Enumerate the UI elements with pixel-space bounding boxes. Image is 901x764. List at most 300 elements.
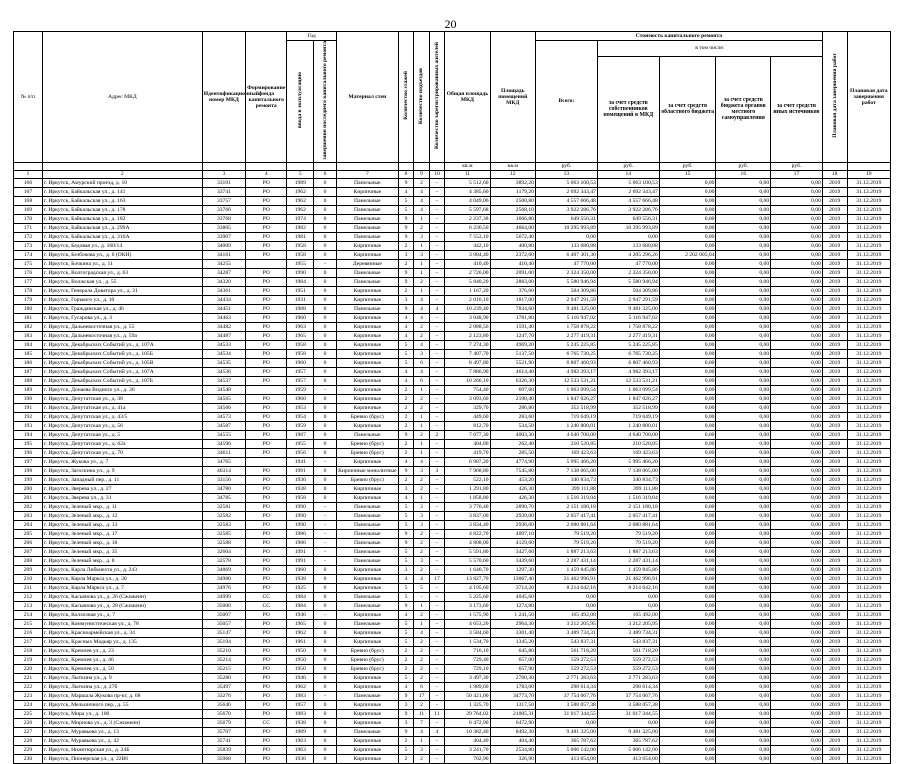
header-floors: Количество этажей bbox=[398, 32, 413, 163]
table-cell: 0,00 bbox=[659, 403, 716, 412]
table-cell: 0,00 bbox=[716, 376, 771, 385]
table-cell: 79 519,20 bbox=[597, 529, 659, 538]
table-cell: 0,00 bbox=[771, 448, 823, 457]
table-cell: 2 bbox=[414, 646, 429, 655]
table-cell: 719 649,19 bbox=[535, 412, 597, 421]
table-cell: 0,00 bbox=[716, 511, 771, 520]
table-cell: 1986 bbox=[287, 529, 314, 538]
table-cell: 329,70 bbox=[445, 403, 490, 412]
table-cell: - bbox=[429, 313, 444, 322]
table-cell: 31.12.2019 bbox=[847, 673, 890, 682]
table-cell: 1817,00 bbox=[490, 295, 535, 304]
table-cell: - bbox=[429, 754, 444, 763]
table-cell: 34587 bbox=[202, 421, 245, 430]
table-cell: 190 bbox=[14, 394, 43, 403]
table-cell: - bbox=[429, 439, 444, 448]
table-cell: 10 239,40 bbox=[445, 304, 490, 313]
table-cell: 31.12.2019 bbox=[847, 565, 890, 574]
table-cell: 5 bbox=[398, 358, 413, 367]
table-cell: 0,00 bbox=[659, 547, 716, 556]
table-cell: - bbox=[429, 682, 444, 691]
table-cell: РО bbox=[246, 358, 287, 367]
table-cell: 4 bbox=[398, 376, 413, 385]
table-cell: Кирпичные bbox=[336, 187, 398, 196]
table-cell: г. Иркутск, Кремлев ул., д. 50 bbox=[42, 664, 202, 673]
table-cell: г. Иркутск, Байкальская ул., д. 310А bbox=[42, 232, 202, 241]
table-cell: 2019 bbox=[822, 583, 847, 592]
table-cell: 0,00 bbox=[771, 367, 823, 376]
table-cell: РО bbox=[246, 745, 287, 754]
table-cell: 404,40 bbox=[490, 736, 535, 745]
table-cell: 5521,90 bbox=[490, 358, 535, 367]
table-cell: 31.12.2019 bbox=[847, 619, 890, 628]
table-cell: 2 bbox=[398, 241, 413, 250]
table-cell: 215 bbox=[14, 619, 43, 628]
table-cell: 33741 bbox=[202, 187, 245, 196]
table-cell: - bbox=[414, 592, 429, 601]
table-cell: - bbox=[429, 484, 444, 493]
table-cell: 35147 bbox=[202, 628, 245, 637]
table-cell: 31.12.2019 bbox=[847, 727, 890, 736]
table-cell: 9 bbox=[398, 178, 413, 187]
table-cell: 189 bbox=[14, 385, 43, 394]
table-cell: 2 016,10 bbox=[445, 295, 490, 304]
table-cell: 178 bbox=[14, 286, 43, 295]
table-cell: 1988 bbox=[287, 304, 314, 313]
table-cell: 7834,60 bbox=[490, 304, 535, 313]
table-cell: 340 834,73 bbox=[535, 475, 597, 484]
table-cell: 216 bbox=[14, 628, 43, 637]
table-cell: 2 bbox=[414, 178, 429, 187]
table-cell: 34536 bbox=[202, 367, 245, 376]
table-cell: 192 bbox=[14, 412, 43, 421]
table-cell: - bbox=[429, 583, 444, 592]
table-cell: 0 bbox=[314, 439, 337, 448]
table-cell: 6 765 730,25 bbox=[535, 349, 597, 358]
table-cell: 0,00 bbox=[716, 367, 771, 376]
table-cell: 2 bbox=[414, 655, 429, 664]
table-row bbox=[14, 484, 891, 493]
table-cell: 7 677,30 bbox=[445, 430, 490, 439]
table-cell: 2019 bbox=[822, 700, 847, 709]
table-cell: 31.12.2019 bbox=[847, 241, 890, 250]
table-cell: 3 bbox=[414, 250, 429, 259]
page-number: 20 bbox=[444, 17, 457, 31]
table-cell: 0,00 bbox=[716, 682, 771, 691]
table-cell: 2019 bbox=[822, 484, 847, 493]
table-cell: 35194 bbox=[202, 637, 245, 646]
table-cell: 0,00 bbox=[771, 709, 823, 718]
table-cell: 5 bbox=[414, 583, 429, 592]
table-cell: 0,00 bbox=[716, 583, 771, 592]
table-cell: 31 017 344,55 bbox=[535, 709, 597, 718]
table-cell: - bbox=[429, 565, 444, 574]
table-cell: 2 bbox=[414, 547, 429, 556]
table-cell: 0,00 bbox=[659, 745, 716, 754]
table-cell: 4045,60 bbox=[490, 592, 535, 601]
table-cell: 3714,20 bbox=[490, 583, 535, 592]
table-cell: 5 597,68 bbox=[445, 205, 490, 214]
table-cell: 2019 bbox=[822, 511, 847, 520]
table-cell: 2 947 291,59 bbox=[597, 295, 659, 304]
column-number-cell: 15 bbox=[659, 170, 716, 178]
table-cell: г. Иркутск, Красных Мадьяр ул., д. 135 bbox=[42, 637, 202, 646]
table-cell: 1 bbox=[414, 619, 429, 628]
header-flats: Количество зарегистрированных жителей bbox=[429, 32, 444, 163]
table-cell: Кирпичные bbox=[336, 394, 398, 403]
table-cell: РО bbox=[246, 484, 287, 493]
header-plan-date: Плановая дата завершения работ bbox=[847, 32, 890, 163]
table-cell: 2 123,80 bbox=[445, 331, 490, 340]
table-cell: 186 bbox=[14, 358, 43, 367]
table-cell: 2019 bbox=[822, 277, 847, 286]
table-cell bbox=[246, 385, 287, 394]
table-cell: 0,00 bbox=[659, 376, 716, 385]
table-cell: 31.12.2019 bbox=[847, 331, 890, 340]
table-cell: 2019 bbox=[822, 331, 847, 340]
table-cell: - bbox=[429, 286, 444, 295]
table-cell: 1989 bbox=[287, 727, 314, 736]
unit-cell bbox=[14, 162, 43, 170]
table-cell: 4 385,60 bbox=[445, 187, 490, 196]
table-cell: 2964,30 bbox=[490, 619, 535, 628]
table-cell: 561 718,20 bbox=[535, 646, 597, 655]
table-cell: 0,00 bbox=[771, 484, 823, 493]
table-cell: 0,00 bbox=[771, 502, 823, 511]
column-number-cell: 16 bbox=[716, 170, 771, 178]
header-num: № п/п bbox=[14, 32, 43, 163]
table-row bbox=[14, 646, 891, 655]
table-cell: 2 bbox=[398, 421, 413, 430]
table-cell: 0,00 bbox=[771, 493, 823, 502]
table-cell: 1963 bbox=[287, 745, 314, 754]
table-cell: 2019 bbox=[822, 664, 847, 673]
table-cell: 31.12.2019 bbox=[847, 322, 890, 331]
table-cell: г. Иркутск, Красноармейская ул., д. 34 bbox=[42, 628, 202, 637]
table-cell: 2019 bbox=[822, 610, 847, 619]
table-cell: 0,00 bbox=[716, 214, 771, 223]
table-cell: 1 240 800,01 bbox=[535, 421, 597, 430]
table-cell: 0 bbox=[314, 376, 337, 385]
table-cell: 0 bbox=[314, 178, 337, 187]
table-cell: - bbox=[314, 502, 337, 511]
table-cell: 7 bbox=[414, 718, 429, 727]
table-cell: 34980 bbox=[202, 574, 245, 583]
table-cell: 0,00 bbox=[771, 700, 823, 709]
table-cell: 0,00 bbox=[659, 349, 716, 358]
table-cell: 0,00 bbox=[716, 430, 771, 439]
table-cell: 6 bbox=[414, 682, 429, 691]
table-cell: 6326,30 bbox=[490, 376, 535, 385]
table-cell: 165 492,00 bbox=[535, 610, 597, 619]
table-cell: 0 bbox=[314, 367, 337, 376]
table-cell: г. Иркутск, Декабрьских Событий ул., д. 107А bbox=[42, 340, 202, 349]
table-cell: 0,00 bbox=[716, 223, 771, 232]
table-cell: 34573 bbox=[202, 412, 245, 421]
table-cell: Кирпичные bbox=[336, 718, 398, 727]
table-cell: 2 bbox=[414, 484, 429, 493]
table-row bbox=[14, 718, 891, 727]
table-cell: 453,20 bbox=[490, 475, 535, 484]
table-cell: 3 bbox=[398, 250, 413, 259]
table-cell: 0 bbox=[314, 304, 337, 313]
table-cell: 2 bbox=[398, 448, 413, 457]
table-cell: 9 bbox=[398, 709, 413, 718]
table-cell: 0,00 bbox=[659, 502, 716, 511]
table-cell: 3 bbox=[429, 466, 444, 475]
table-cell: 31.12.2019 bbox=[847, 709, 890, 718]
table-cell: Кирпичные bbox=[336, 754, 398, 763]
table-cell: 12 533 531,21 bbox=[535, 376, 597, 385]
table-cell: 0,00 bbox=[659, 223, 716, 232]
table-cell: 31.12.2019 bbox=[847, 511, 890, 520]
table-cell: Бревно (брус) bbox=[336, 448, 398, 457]
table-cell: 1983 bbox=[287, 709, 314, 718]
table-cell: 0,00 bbox=[716, 403, 771, 412]
table-cell: 31.12.2019 bbox=[847, 268, 890, 277]
table-cell: 1965 bbox=[287, 331, 314, 340]
table-cell: 8492,30 bbox=[490, 727, 535, 736]
table-cell: 1 bbox=[414, 493, 429, 502]
table-cell: - bbox=[429, 232, 444, 241]
table-cell: 9 481 325,00 bbox=[535, 304, 597, 313]
table-cell: г. Иркутск, Гусарова ул., д. 3 bbox=[42, 313, 202, 322]
table-cell: Панельные bbox=[336, 430, 398, 439]
table-cell: 31.12.2019 bbox=[847, 502, 890, 511]
table-cell: 5 bbox=[398, 637, 413, 646]
table-cell: 4969,20 bbox=[490, 340, 535, 349]
table-cell: 4 bbox=[414, 727, 429, 736]
table-cell: г. Иркутск, Байкальская ул., д. 182 bbox=[42, 214, 202, 223]
table-cell: 1981 bbox=[287, 232, 314, 241]
table-cell: г. Иркутск, Пионерская ул., д. 22В6 bbox=[42, 754, 202, 763]
table-cell: 326,90 bbox=[490, 754, 535, 763]
table-cell: 4 bbox=[414, 367, 429, 376]
table-cell: г. Иркутск, Зеленый мкр., д. 17 bbox=[42, 529, 202, 538]
table-cell: 559 272,53 bbox=[535, 664, 597, 673]
table-cell: 1941 bbox=[287, 457, 314, 466]
header-total-area: Общая площадь МКД bbox=[445, 32, 490, 163]
table-cell: 205 bbox=[14, 529, 43, 538]
table-cell: 31.12.2019 bbox=[847, 601, 890, 610]
table-cell: - bbox=[429, 205, 444, 214]
table-cell: 9 bbox=[398, 601, 413, 610]
table-cell: РО bbox=[246, 736, 287, 745]
column-number-cell: 9 bbox=[414, 170, 429, 178]
table-cell: 33757 bbox=[202, 196, 245, 205]
table-cell: г. Иркутск, Карла Маркса ул., д. 7 bbox=[42, 583, 202, 592]
table-cell: 0,00 bbox=[716, 754, 771, 763]
table-cell: г. Иркутск, Амурский проезд, д. 10 bbox=[42, 178, 202, 187]
table-cell: Панельные bbox=[336, 727, 398, 736]
table-cell: 0,00 bbox=[716, 601, 771, 610]
table-cell: 0 bbox=[314, 394, 337, 403]
table-cell: 2019 bbox=[822, 376, 847, 385]
table-cell: 6 bbox=[414, 376, 429, 385]
table-cell: 0,00 bbox=[659, 655, 716, 664]
table-cell: 4 640 700,00 bbox=[597, 430, 659, 439]
table-cell: 193 bbox=[14, 421, 43, 430]
table-cell: 5 bbox=[398, 628, 413, 637]
table-row bbox=[14, 655, 891, 664]
table-cell: РО bbox=[246, 709, 287, 718]
table-cell: 3427,60 bbox=[490, 547, 535, 556]
table-cell: 1957 bbox=[287, 376, 314, 385]
table-row bbox=[14, 439, 891, 448]
table-cell: Панельные bbox=[336, 268, 398, 277]
table-row bbox=[14, 403, 891, 412]
table-cell: 0,00 bbox=[716, 628, 771, 637]
table-cell: 1591,40 bbox=[490, 322, 535, 331]
table-cell: - bbox=[429, 538, 444, 547]
header-cadastral-id: Идентификационный номер МКД bbox=[202, 32, 245, 163]
table-cell: 559 272,53 bbox=[535, 655, 597, 664]
table-cell: 2 bbox=[398, 286, 413, 295]
table-cell: - bbox=[429, 520, 444, 529]
table-cell: 4 bbox=[398, 574, 413, 583]
table-cell: 6 bbox=[414, 358, 429, 367]
table-cell: 0,00 bbox=[771, 214, 823, 223]
table-cell: 1247,70 bbox=[490, 331, 535, 340]
table-cell: 35679 bbox=[202, 718, 245, 727]
column-number-cell: 2 bbox=[42, 170, 202, 178]
table-cell: РО bbox=[246, 196, 287, 205]
table-cell: 4 049,06 bbox=[445, 196, 490, 205]
table-cell: 0,00 bbox=[659, 295, 716, 304]
table-cell: 5 bbox=[398, 205, 413, 214]
table-cell: 33276 bbox=[202, 691, 245, 700]
table-cell: 6472,90 bbox=[490, 718, 535, 727]
table-cell: 0,00 bbox=[716, 439, 771, 448]
table-cell: 0,00 bbox=[716, 574, 771, 583]
table-cell: 410,40 bbox=[445, 259, 490, 268]
table-cell: РО bbox=[246, 205, 287, 214]
table-cell: 34999 bbox=[202, 592, 245, 601]
table-cell: - bbox=[314, 385, 337, 394]
table-cell: 31.12.2019 bbox=[847, 421, 890, 430]
table-cell: 31.12.2019 bbox=[847, 574, 890, 583]
table-cell: 21 462 996,91 bbox=[535, 574, 597, 583]
table-cell: 2 324 350,00 bbox=[535, 268, 597, 277]
table-cell: 1958 bbox=[287, 241, 314, 250]
table-cell: 169 423,63 bbox=[535, 448, 597, 457]
table-cell: 31.12.2019 bbox=[847, 412, 890, 421]
table-cell: 2019 bbox=[822, 736, 847, 745]
table-cell: 1946 bbox=[287, 673, 314, 682]
table-cell: 0 bbox=[314, 754, 337, 763]
table-cell: Кирпичные bbox=[336, 331, 398, 340]
table-cell: 4097,10 bbox=[490, 529, 535, 538]
table-cell: 4 bbox=[398, 493, 413, 502]
table-cell: 3 922 286,76 bbox=[597, 205, 659, 214]
table-cell: - bbox=[429, 628, 444, 637]
table-cell: Кирпичные bbox=[336, 250, 398, 259]
table-cell: 4 bbox=[414, 340, 429, 349]
table-cell: 33907 bbox=[202, 232, 245, 241]
table-row bbox=[14, 538, 891, 547]
table-cell: 0,00 bbox=[771, 646, 823, 655]
table-cell: 2760,30 bbox=[490, 673, 535, 682]
table-cell: 504 309,86 bbox=[535, 286, 597, 295]
table-cell: 21005,31 bbox=[490, 709, 535, 718]
header-including: в том числе: bbox=[597, 41, 822, 57]
table-cell: 34566 bbox=[202, 403, 245, 412]
table-cell: 2019 bbox=[822, 304, 847, 313]
table-cell: 34976 bbox=[202, 583, 245, 592]
table-cell: 3 bbox=[398, 700, 413, 709]
unit-cell: кв.м bbox=[445, 162, 490, 170]
table-cell: 0,00 bbox=[771, 565, 823, 574]
table-cell: 2019 bbox=[822, 601, 847, 610]
unit-cell bbox=[414, 162, 429, 170]
table-cell: 47 770,00 bbox=[597, 259, 659, 268]
table-cell: 3 bbox=[398, 565, 413, 574]
table-cell: 34161 bbox=[202, 250, 245, 259]
table-cell: 2019 bbox=[822, 358, 847, 367]
table-cell: 1 063 099,54 bbox=[535, 385, 597, 394]
table-cell: 285,50 bbox=[490, 448, 535, 457]
table-cell: 5 bbox=[398, 511, 413, 520]
table-cell: РО bbox=[246, 268, 287, 277]
table-cell: 4 982 393,17 bbox=[597, 367, 659, 376]
table-cell: г. Иркутск, Западный пер., д. 11 bbox=[42, 475, 202, 484]
table-cell: 0,00 bbox=[659, 331, 716, 340]
table-cell: 7545,80 bbox=[490, 466, 535, 475]
table-cell: 2 bbox=[414, 565, 429, 574]
table-cell: Панельные bbox=[336, 511, 398, 520]
table-cell: 47 770,00 bbox=[535, 259, 597, 268]
table-cell: 0 bbox=[314, 619, 337, 628]
table-cell: 35707 bbox=[202, 727, 245, 736]
table-cell: 31.12.2019 bbox=[847, 178, 890, 187]
table-cell: 1991 bbox=[287, 556, 314, 565]
table-cell: Кирпичные bbox=[336, 709, 398, 718]
column-number-cell: 5 bbox=[287, 170, 314, 178]
table-cell: РО bbox=[246, 439, 287, 448]
unit-cell: руб. bbox=[771, 162, 823, 170]
table-cell: 0,00 bbox=[716, 277, 771, 286]
table-cell: 6 807 460,93 bbox=[535, 358, 597, 367]
table-cell: Панельные bbox=[336, 691, 398, 700]
table-row bbox=[14, 547, 891, 556]
table-cell: 9 bbox=[398, 223, 413, 232]
table-cell: 0,00 bbox=[716, 538, 771, 547]
table-cell: 10 266,10 bbox=[445, 376, 490, 385]
table-cell: 0,00 bbox=[659, 439, 716, 448]
unit-cell: руб. bbox=[535, 162, 597, 170]
unit-cell bbox=[398, 162, 413, 170]
table-cell: г. Иркутск, Мирнова ул., д. 3 (Сжиженн) bbox=[42, 718, 202, 727]
table-row bbox=[14, 286, 891, 295]
table-cell: 0,00 bbox=[771, 286, 823, 295]
table-row bbox=[14, 520, 891, 529]
table-cell: 2019 bbox=[822, 619, 847, 628]
table-row bbox=[14, 394, 891, 403]
table-row bbox=[14, 268, 891, 277]
table-cell: 0,00 bbox=[659, 385, 716, 394]
table-cell: 31.12.2019 bbox=[847, 394, 890, 403]
table-cell: 37 754 067,76 bbox=[597, 691, 659, 700]
table-cell: 3 bbox=[414, 466, 429, 475]
table-cell: 2019 bbox=[822, 205, 847, 214]
table-cell: 4 bbox=[398, 682, 413, 691]
table-cell: 31.12.2019 bbox=[847, 583, 890, 592]
table-cell: 2 bbox=[398, 736, 413, 745]
table-cell: Кирпичные bbox=[336, 700, 398, 709]
table-cell: 0,00 bbox=[771, 754, 823, 763]
table-cell: 2019 bbox=[822, 178, 847, 187]
table-cell: 5672,40 bbox=[490, 232, 535, 241]
